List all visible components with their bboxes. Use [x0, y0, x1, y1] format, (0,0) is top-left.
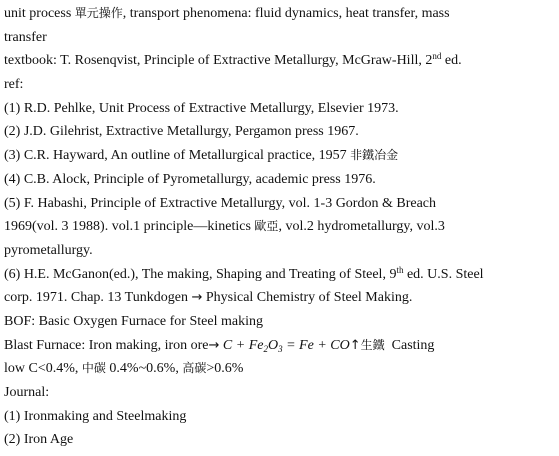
arrow-icon: → [208, 337, 220, 353]
chinese-text: 生鐵 [360, 337, 385, 352]
text-run: 1969(vol. 3 1988). vol.1 principle—kinetics [4, 219, 255, 235]
text-run: , vol.2 hydrometallurgy, vol.3 [278, 219, 445, 235]
journal-item [4, 405, 557, 429]
text-run: (1) R.D. Pehlke, Unit Process of Extractive Metallurgy, Elsevier 1973. [4, 100, 399, 116]
chinese-text: 非鐵冶金 [350, 148, 399, 163]
text-run: corp. 1971. Chap. 13 Tunkdogen [4, 290, 192, 306]
superscript: th [396, 264, 404, 275]
reference-item [4, 192, 557, 216]
reference-item [4, 263, 557, 287]
text-run: (6) H.E. McGanon(ed.), The making, Shaping and Treating of Steel, 9 [4, 266, 397, 282]
text-run: Journal: [4, 385, 50, 400]
reference-item [4, 168, 557, 192]
text-run: Physical Chemistry of Steel Making. [202, 290, 413, 306]
chinese-text: 高碳 [182, 361, 207, 376]
subscript: 2 [263, 343, 268, 354]
equation-part: O [267, 337, 279, 353]
text-line [4, 286, 557, 310]
text-run: ed. [441, 53, 462, 69]
text-line [4, 2, 557, 26]
reference-item [4, 144, 557, 168]
text-line [4, 215, 557, 239]
text-run: 0.4%~0.6%, [105, 361, 183, 377]
text-line [4, 239, 557, 263]
text-run: low C<0.4%, [4, 361, 82, 377]
text-run: (4) C.B. Alock, Principle of Pyrometallurgy, academic press 1976. [4, 171, 376, 187]
chinese-text: 歐亞 [254, 219, 279, 234]
text-line [4, 73, 557, 97]
text-run: BOF: Basic Oxygen Furnace for Steel making [4, 313, 263, 329]
text-run: (5) F. Habashi, Principle of Extractive Metallurgy, vol. 1-3 Gordon & Breach [4, 195, 436, 211]
text-line [4, 310, 557, 334]
text-line [4, 381, 557, 405]
text-run: (2) Iron Age [4, 432, 74, 448]
reference-item [4, 120, 557, 144]
text-run: (3) C.R. Hayward, An outline of Metallurgical practice, 1957 [4, 148, 351, 164]
up-arrow-icon: ↑ [349, 337, 361, 353]
text-line [4, 334, 557, 358]
text-run: (1) Ironmaking and Steelmaking [4, 408, 187, 424]
text-run: textbook: T. Rosenqvist, Principle of Extractive Metallurgy, McGraw-Hill, 2 [4, 53, 433, 69]
text-run: pyrometallurgy. [4, 242, 93, 258]
document-body [4, 2, 557, 452]
equation-part: = Fe + CO [282, 337, 350, 353]
text-run: >0.6% [206, 361, 244, 377]
text-run: ed. U.S. Steel [403, 266, 484, 282]
text-line [4, 357, 557, 381]
chinese-text: 中碳 [81, 361, 106, 376]
superscript: nd [432, 51, 442, 62]
subscript: 3 [278, 343, 283, 354]
text-run: Blast Furnace: Iron making, iron ore [4, 337, 209, 353]
text-run: unit process [4, 6, 75, 21]
text-run: ref: [4, 77, 24, 93]
reference-item [4, 97, 557, 121]
arrow-icon: → [191, 290, 203, 306]
text-run: , transport phenomena: fluid dynamics, heat transfer, mass [122, 6, 450, 21]
text-line [4, 26, 557, 50]
equation-part: C + Fe [219, 337, 264, 353]
text-run: transfer [4, 29, 47, 45]
text-run: Casting [384, 337, 435, 353]
text-line [4, 49, 557, 73]
chinese-text: 單元操作 [74, 6, 123, 20]
journal-item [4, 428, 557, 452]
text-run: (2) J.D. Gilehrist, Extractive Metallurgy, Pergamon press 1967. [4, 124, 359, 140]
